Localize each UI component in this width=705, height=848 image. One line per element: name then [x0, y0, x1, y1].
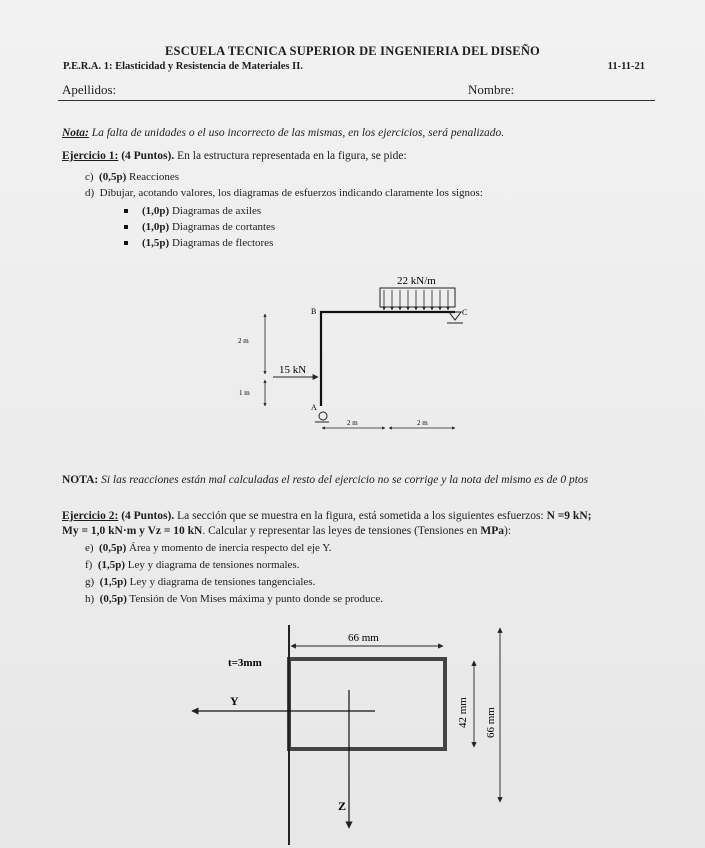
exercise2-item-e — [85, 542, 332, 554]
exercise2-label: Ejercicio 2: — [62, 510, 119, 522]
exercise2-item-f — [85, 559, 299, 571]
subitem-points: (1,0p) — [142, 221, 170, 233]
bullet-icon — [124, 241, 128, 245]
load-label: 22 kN/m — [397, 275, 436, 287]
item-points: (0,5p) — [99, 171, 127, 183]
frame-members — [321, 312, 455, 406]
school-title: ESCUELA TECNICA SUPERIOR DE INGENIERIA DEL DISEÑO — [165, 44, 540, 58]
exercise2-text: La sección que se muestra en la figura, está sometida a los siguientes esfuerzos: — [174, 510, 547, 522]
course-title: P.E.R.A. 1: Elasticidad y Resistencia de Materiales II. — [63, 61, 303, 72]
nota-text: Si las reacciones están mal calculadas el resto del ejercicio no se corrige y la nota del mismo es de 0 ptos — [98, 474, 589, 486]
subitem-text: Diagramas de cortantes — [169, 221, 276, 233]
exercise2-line2 — [62, 525, 511, 537]
subitem-text: Diagramas de flectores — [169, 237, 274, 249]
exercise1-heading — [62, 150, 407, 162]
item-text: Ley y diagrama de tensiones normales. — [125, 559, 300, 571]
subitem-text: Diagramas de axiles — [169, 205, 262, 217]
item-text: Dibujar, acotando valores, los diagramas de esfuerzos indicando claramente los signos: — [99, 187, 483, 199]
dim-2m-vertical-label: 2 m — [238, 337, 249, 345]
moment-shear-values: My = 1,0 kN·m y Vz = 10 kN — [62, 525, 203, 537]
thickness-label: t=3mm — [228, 657, 262, 669]
subitem-cortantes — [124, 221, 275, 233]
exercise2-item-g — [85, 576, 315, 588]
section-figure — [190, 620, 530, 845]
item-text: Área y momento de inercia respecto del eje Y. — [126, 542, 332, 554]
roller-support-icon — [449, 312, 461, 320]
inner-height-label: 42 mm — [457, 697, 469, 728]
item-points: (1,5p) — [97, 559, 126, 571]
exercise2-text3: ): — [503, 525, 512, 537]
exercise2-text2: . Calcular y representar las leyes de tensiones (Tensiones en — [202, 525, 481, 537]
bullet-icon — [124, 225, 128, 229]
surname-label: Apellidos: — [62, 82, 117, 97]
stress-units: MPa — [480, 525, 504, 537]
item-text: Tensión de Von Mises máxima y punto donde se produce. — [126, 593, 384, 605]
pin-support-icon — [319, 412, 327, 420]
reactions-note — [62, 474, 588, 486]
subitem-points: (1,5p) — [142, 237, 170, 249]
item-marker: d) — [85, 187, 95, 199]
node-b-label: B — [311, 307, 317, 316]
node-a-label: A — [311, 403, 317, 412]
node-c-label: C — [462, 308, 468, 317]
exercise2-heading — [62, 510, 591, 522]
units-note — [62, 127, 504, 139]
subitem-points: (1,0p) — [142, 205, 170, 217]
exercise1-points: (4 Puntos). — [118, 150, 175, 162]
subitem-flectores — [124, 237, 273, 249]
dim-1m-label: 1 m — [239, 389, 250, 397]
exercise2-item-h — [85, 593, 383, 605]
distributed-load-box — [380, 288, 455, 307]
header-rule — [58, 100, 655, 101]
bullet-icon — [124, 209, 128, 213]
exercise1-item-c — [85, 171, 179, 183]
exercise2-points: (4 Puntos). — [118, 510, 175, 522]
channel-section — [289, 659, 447, 749]
z-axis-label: Z — [338, 799, 347, 813]
item-text: Reacciones — [126, 171, 180, 183]
name-label: Nombre: — [468, 82, 515, 97]
item-marker: e) — [85, 542, 94, 554]
subitem-axiles — [124, 205, 261, 217]
exercise1-label: Ejercicio 1: — [62, 150, 119, 162]
dim-2m-left-label: 2 m — [347, 419, 358, 427]
item-points: (0,5p) — [99, 542, 127, 554]
item-marker: c) — [85, 171, 94, 183]
item-points: (0,5p) — [99, 593, 127, 605]
item-marker: g) — [85, 576, 95, 588]
axial-force-value: N =9 kN; — [546, 510, 592, 522]
item-text: Ley y diagrama de tensiones tangenciales. — [126, 576, 316, 588]
dim-2m-right-label: 2 m — [417, 419, 428, 427]
exam-date: 11-11-21 — [607, 61, 645, 72]
point-load-label: 15 kN — [279, 364, 307, 376]
nota-label: NOTA: — [62, 474, 99, 486]
note-label: Nota: — [62, 127, 89, 139]
frame-figure — [225, 268, 475, 438]
exercise1-text: En la estructura representada en la figura, se pide: — [174, 150, 407, 162]
item-marker: h) — [85, 593, 95, 605]
exercise1-item-d — [85, 187, 483, 199]
y-axis-label: Y — [230, 694, 239, 708]
width-label: 66 mm — [348, 632, 379, 644]
outer-height-label: 66 mm — [485, 707, 497, 738]
note-text: La falta de unidades o el uso incorrecto de las mismas, en los ejercicios, será penalizado. — [88, 127, 505, 139]
item-points: (1,5p) — [99, 576, 127, 588]
item-marker: f) — [85, 559, 93, 571]
